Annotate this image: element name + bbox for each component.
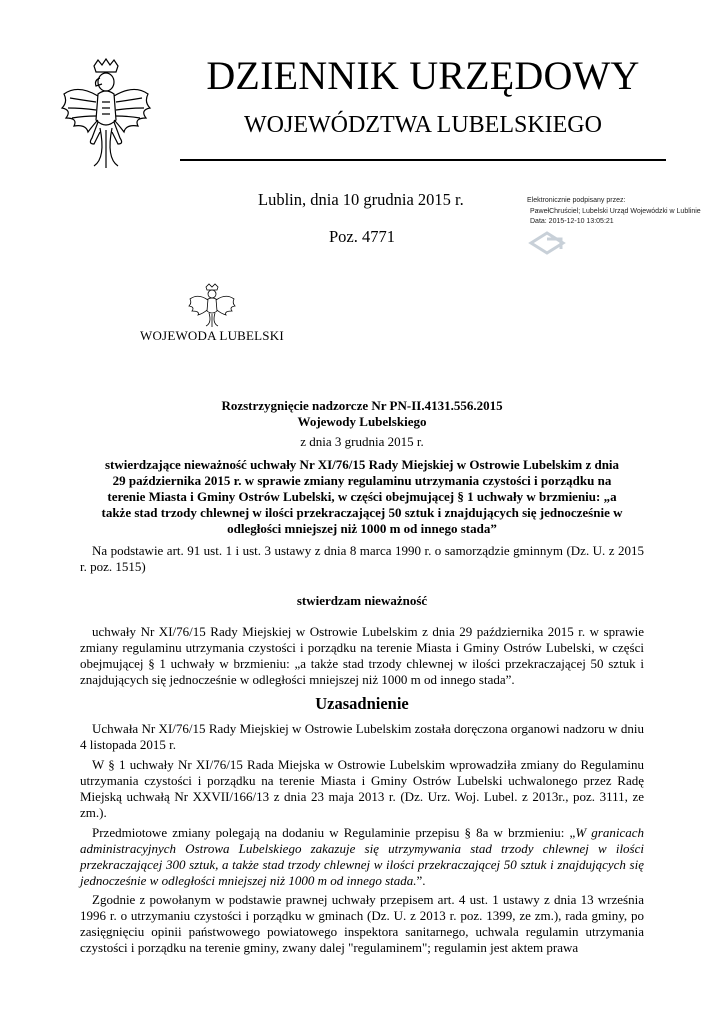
decision-text: uchwały Nr XI/76/15 Rady Miejskiej w Ostrowie Lubelskim z dnia 29 października 2015 r. w sprawie zmiany regulaminu utrzymania czystości i porządku na terenie Miasta i Gminy Ostrów Lubelski, w części obejmującej § 1 uchwały w brzmieniu: „a także stad trzody chlewnej w ilości przekraczającej 50 sztuk i znajdujących się jednocześnie w odległości mniejszej niż 1000 m od innego stada”. <box>80 624 644 687</box>
document-title: Rozstrzygnięcie nadzorcze Nr PN-II.4131.556.2015 <box>221 398 503 413</box>
small-eagle-icon <box>186 283 238 327</box>
legal-basis: Na podstawie art. 91 ust. 1 i ust. 3 ustawy z dnia 8 marca 1990 r. o samorządzie gminnym (Dz. U. z 2015 r. poz. 1515) <box>80 543 644 574</box>
justification-heading: Uzasadnienie <box>315 694 409 713</box>
position-number: Poz. 4771 <box>329 227 395 246</box>
document-subject: stwierdzające nieważność uchwały Nr XI/76/15 Rady Miejskiej w Ostrowie Lubelskim z dnia 29 października 2015 r. w sprawie zmiany regulaminu utrzymania czystości i porządku na terenie Miasta i Gminy Ostrów Lubelski, w części obejmującej § 1 uchwały w brzmieniu: „a także stad trzody chlewnej w ilości przekraczającej 50 sztuk i znajdujących się jednocześnie w odległości mniejszej niż 1000 m od innego stada” <box>101 457 623 536</box>
header-divider <box>180 159 666 161</box>
eagle-emblem-icon <box>58 58 154 170</box>
journal-title: DZIENNIK URZĘDOWY <box>206 53 640 98</box>
journal-subtitle: WOJEWÓDZTWA LUBELSKIEGO <box>244 112 602 138</box>
issue-date: Lublin, dnia 10 grudnia 2015 r. <box>258 190 464 209</box>
document-date: z dnia 3 grudnia 2015 r. <box>300 434 424 449</box>
document-issuer: Wojewody Lubelskiego <box>297 414 427 429</box>
paragraph-3 <box>80 825 644 889</box>
paragraph-4: Zgodnie z powołanym w podstawie prawnej uchwały przepisem art. 4 ust. 1 ustawy z dnia 13 września 1996 r. o utrzymaniu czystości i porządku w gminach (Dz. U. z 2013 r. poz. 1399, ze zm.), rada gminy, po zasięgnięciu opinii państwowego powiatowego inspektora sanitarnego, uchwala regulamin utrzymania czystości i porządku na terenie gminy, zwany dalej "regulaminem"; regulamin jest aktem prawa <box>80 892 644 955</box>
paragraph-2: W § 1 uchwały Nr XI/76/15 Rada Miejska w Ostrowie Lubelskim wprowadziła zmiany do Regulaminu utrzymania czystości i porządku na terenie Miasta i Gminy Ostrów Lubelski uchwalonego przez Radę Miejską uchwałą Nr XXVII/166/13 z dnia 23 maja 2013 r. (Dz. Urz. Woj. Lubel. z 2013r., poz. 3111, ze zm.). <box>80 757 644 820</box>
electronic-signature <box>527 196 701 228</box>
signature-line-2: PawełChruściel; Lubelski Urząd Wojewódzki w Lublinie <box>530 207 701 215</box>
paragraph-3-quote: W granicach administracyjnych Ostrowa Lubelskiego zakazuje się utrzymywania stad trzody chlewnej w ilości przekraczającej 300 sztuk, a także stad trzody chlewnej w ilości przekraczającej 50 sztuk i znajdujących się jednocześnie w odległości mniejszej niż 1000 m od innego stada. <box>80 825 644 888</box>
signature-seal-icon <box>527 229 579 257</box>
signature-line-3: Data: 2015-12-10 13:05:21 <box>530 218 614 225</box>
paragraph-1: Uchwała Nr XI/76/15 Rady Miejskiej w Ostrowie Lubelskim została doręczona organowi nadzoru w dniu 4 listopada 2015 r. <box>80 721 644 752</box>
authority-label: WOJEWODA LUBELSKI <box>140 328 284 343</box>
paragraph-3-start: Przedmiotowe zmiany polegają na dodaniu w Regulaminie przepisu § 8a w brzmieniu: „ <box>92 825 576 840</box>
decision-heading: stwierdzam nieważność <box>296 593 428 608</box>
paragraph-3-end: ”. <box>416 873 426 888</box>
signature-line-1: Elektronicznie podpisany przez: <box>527 197 626 204</box>
